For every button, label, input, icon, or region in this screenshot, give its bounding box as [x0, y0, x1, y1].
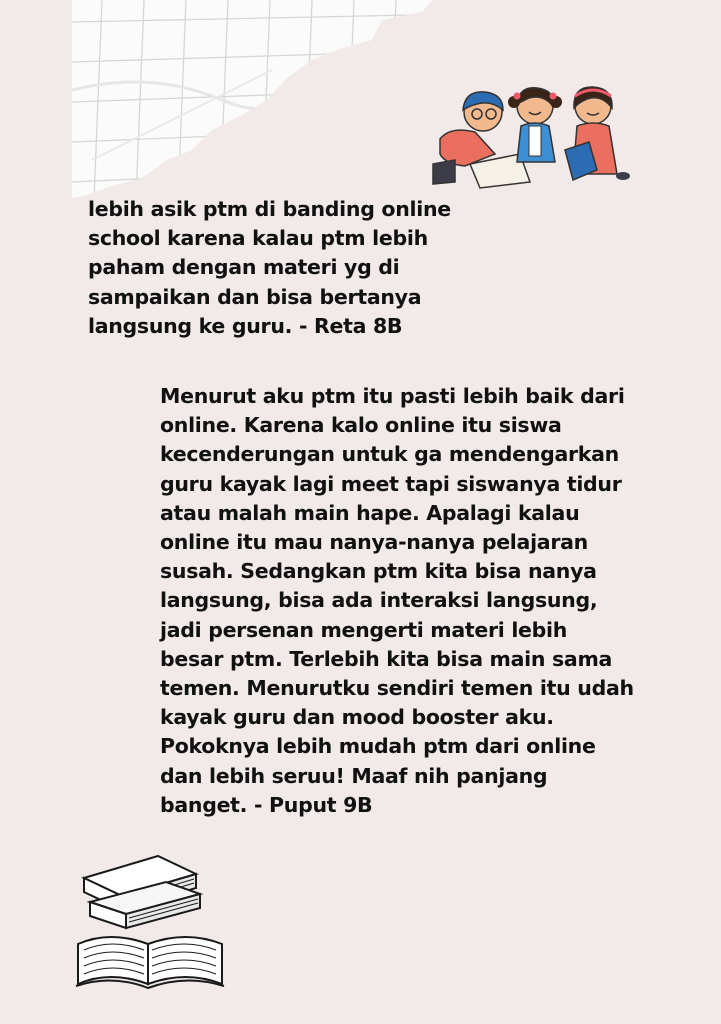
quote-puput: Menurut aku ptm itu pasti lebih baik dari online. Karena kalo online itu siswa kecenderungan untuk ga mendengarkan guru kayak lagi meet tapi siswanya tidur atau malah main hape. Apalagi kalau online itu mau nanya-nanya pelajaran susah. Sedangkan ptm kita bisa nanya langsung, bisa ada interaksi langsung, jadi persenan mengerti materi lebih besar ptm. Terlebih kita bisa main sama temen. Menurutku sendiri temen itu udah kayak guru dan mood booster aku. Pokoknya lebih mudah ptm dari online dan lebih seruu! Maaf nih panjang banget. - Puput 9B: [160, 384, 634, 817]
kids-reading-illustration: [425, 84, 630, 190]
quote-reta: lebih asik ptm di banding online school karena kalau ptm lebih paham dengan materi yg di sampaikan dan bisa bertanya langsung ke guru. - Reta 8B: [88, 197, 451, 338]
books-stack-illustration: [70, 848, 230, 998]
grid-paper-decoration: [72, 0, 462, 200]
